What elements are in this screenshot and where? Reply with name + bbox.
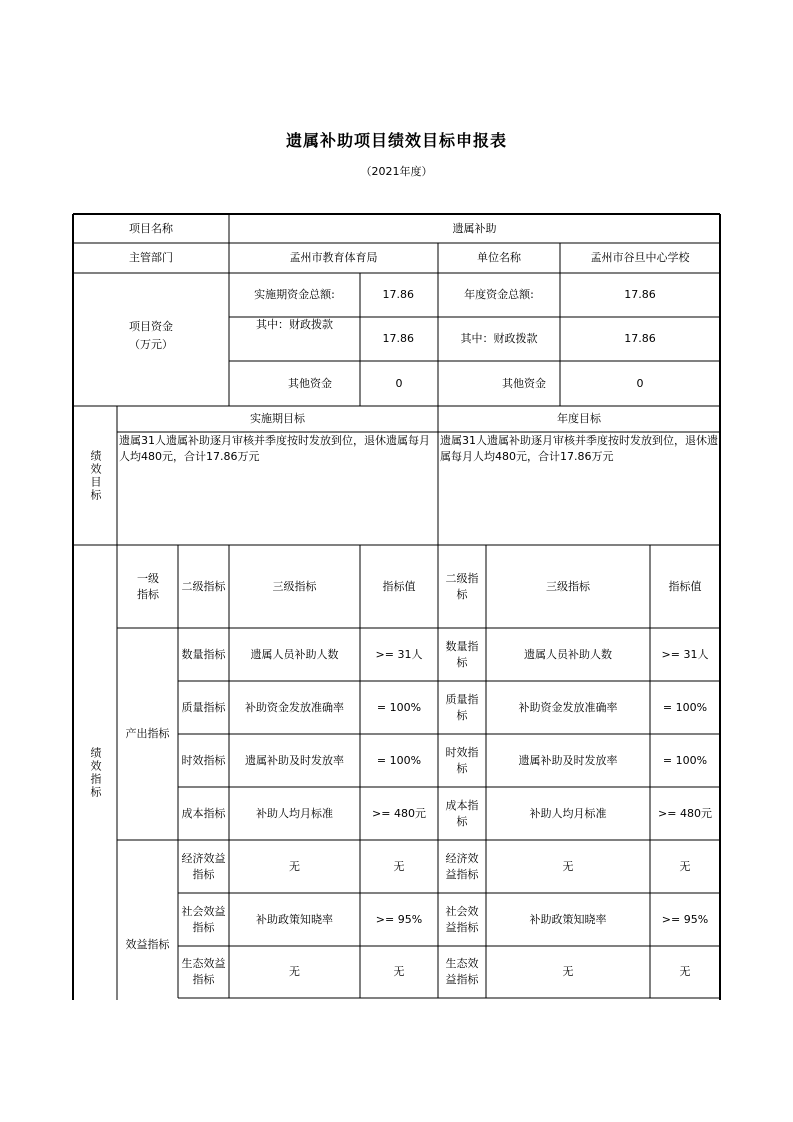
row4-level3-annual: 补助人均月标准 <box>529 806 607 820</box>
row6-level3-annual: 补助政策知晓率 <box>529 912 607 926</box>
row6-level2-annual: 社会效益指标 <box>445 904 479 934</box>
unit-label: 单位名称 <box>477 251 521 264</box>
dept-label: 主管部门 <box>129 251 173 264</box>
other-funds-value-annual: 0 <box>636 376 644 390</box>
unit-value: 孟州市谷旦中心学校 <box>590 251 690 264</box>
row3-level3: 遗属补助及时发放率 <box>245 753 344 767</box>
annual-goal-text: 遗属31人遗属补助逐月审核并季度按时发放到位，退休遗属每月人均480元，合计17.86万元 <box>440 434 718 463</box>
row6-level3: 补助政策知晓率 <box>256 912 333 926</box>
funds-unit: （万元） <box>129 338 173 351</box>
annual-goal-header: 年度目标 <box>557 412 601 425</box>
row4-level2: 成本指标 <box>181 806 226 820</box>
other-funds-label-period: 其他资金 <box>288 376 332 390</box>
row4-value-annual: >= 480元 <box>658 806 712 820</box>
funds-label: 项目资金 <box>129 320 173 333</box>
row7-value: 无 <box>393 965 405 978</box>
row3-value: = 100% <box>376 753 422 767</box>
row5-level2-annual: 经济效益指标 <box>445 851 479 881</box>
row6-value-annual: >= 95% <box>661 912 709 926</box>
other-funds-value-period: 0 <box>395 376 403 390</box>
header-value: 指标值 <box>382 579 416 593</box>
row1-level2-annual: 数量指标 <box>445 639 479 669</box>
row5-level2: 经济效益指标 <box>181 851 226 881</box>
row1-level3-annual: 遗属人员补助人数 <box>524 647 612 661</box>
group-benefit: 效益指标 <box>125 938 170 951</box>
header-level3: 三级指标 <box>272 579 317 593</box>
page-subtitle: （2021年度） <box>360 165 433 178</box>
fiscal-value-annual: 17.86 <box>624 332 656 345</box>
row4-level3: 补助人均月标准 <box>256 806 333 820</box>
row1-level2: 数量指标 <box>181 647 226 661</box>
row2-level3-annual: 补助资金发放准确率 <box>518 700 618 714</box>
row7-level3-annual: 无 <box>562 965 574 978</box>
row3-level2-annual: 时效指标 <box>445 745 479 775</box>
fiscal-value-period: 17.86 <box>382 332 414 345</box>
header-level3-annual: 三级指标 <box>546 579 590 593</box>
project-name-label: 项目名称 <box>129 221 173 235</box>
dept-value: 孟州市教育体育局 <box>289 251 378 264</box>
row7-level2: 生态效益指标 <box>181 957 226 986</box>
row2-value: = 100% <box>376 700 422 714</box>
row5-level3: 无 <box>289 859 300 873</box>
row7-level3: 无 <box>289 965 300 978</box>
goals-section-label: 绩效目标 <box>89 449 102 502</box>
row2-level2: 质量指标 <box>181 700 226 714</box>
annual-funds-value: 17.86 <box>624 288 656 301</box>
row2-level2-annual: 质量指标 <box>445 692 479 722</box>
row3-level2: 时效指标 <box>181 753 226 767</box>
other-funds-label-annual: 其他资金 <box>502 376 546 390</box>
row5-level3-annual: 无 <box>562 859 574 873</box>
row3-value-annual: = 100% <box>662 753 708 767</box>
row7-value-annual: 无 <box>679 965 691 978</box>
header-level2: 二级指标 <box>181 579 226 593</box>
fiscal-label-period: 其中：财政拨款 <box>256 318 333 331</box>
row5-value-annual: 无 <box>679 859 691 873</box>
total-funds-value: 17.86 <box>382 288 414 301</box>
total-funds-label: 实施期资金总额: <box>254 288 335 301</box>
header-level1: 一级指标 <box>137 571 159 601</box>
row7-level2-annual: 生态效益指标 <box>445 957 479 986</box>
period-goal-header: 实施期目标 <box>250 412 305 425</box>
row1-level3: 遗属人员补助人数 <box>250 647 339 661</box>
row1-value: >= 31人 <box>375 647 423 661</box>
row6-value: >= 95% <box>375 912 423 926</box>
row1-value-annual: >= 31人 <box>661 647 709 661</box>
row2-value-annual: = 100% <box>662 700 708 714</box>
row6-level2: 社会效益指标 <box>181 904 226 934</box>
indicators-section-label: 绩效指标 <box>89 746 102 799</box>
annual-funds-label: 年度资金总额: <box>464 288 534 301</box>
row4-value: >= 480元 <box>372 806 426 820</box>
period-goal-text: 遗属31人遗属补助逐月审核并季度按时发放到位，退休遗属每月人均480元，合计17.86万元 <box>119 434 430 463</box>
project-name-value: 遗属补助 <box>452 221 497 235</box>
fiscal-label-annual: 其中：财政拨款 <box>460 332 538 345</box>
row4-level2-annual: 成本指标 <box>445 798 479 828</box>
row5-value: 无 <box>393 859 405 873</box>
header-value-annual: 指标值 <box>668 579 702 593</box>
group-output: 产出指标 <box>125 727 170 740</box>
row3-level3-annual: 遗属补助及时发放率 <box>518 753 618 767</box>
row2-level3: 补助资金发放准确率 <box>245 700 344 714</box>
header-level2-annual: 二级指标 <box>445 571 479 601</box>
page-title: 遗属补助项目绩效目标申报表 <box>285 131 507 150</box>
